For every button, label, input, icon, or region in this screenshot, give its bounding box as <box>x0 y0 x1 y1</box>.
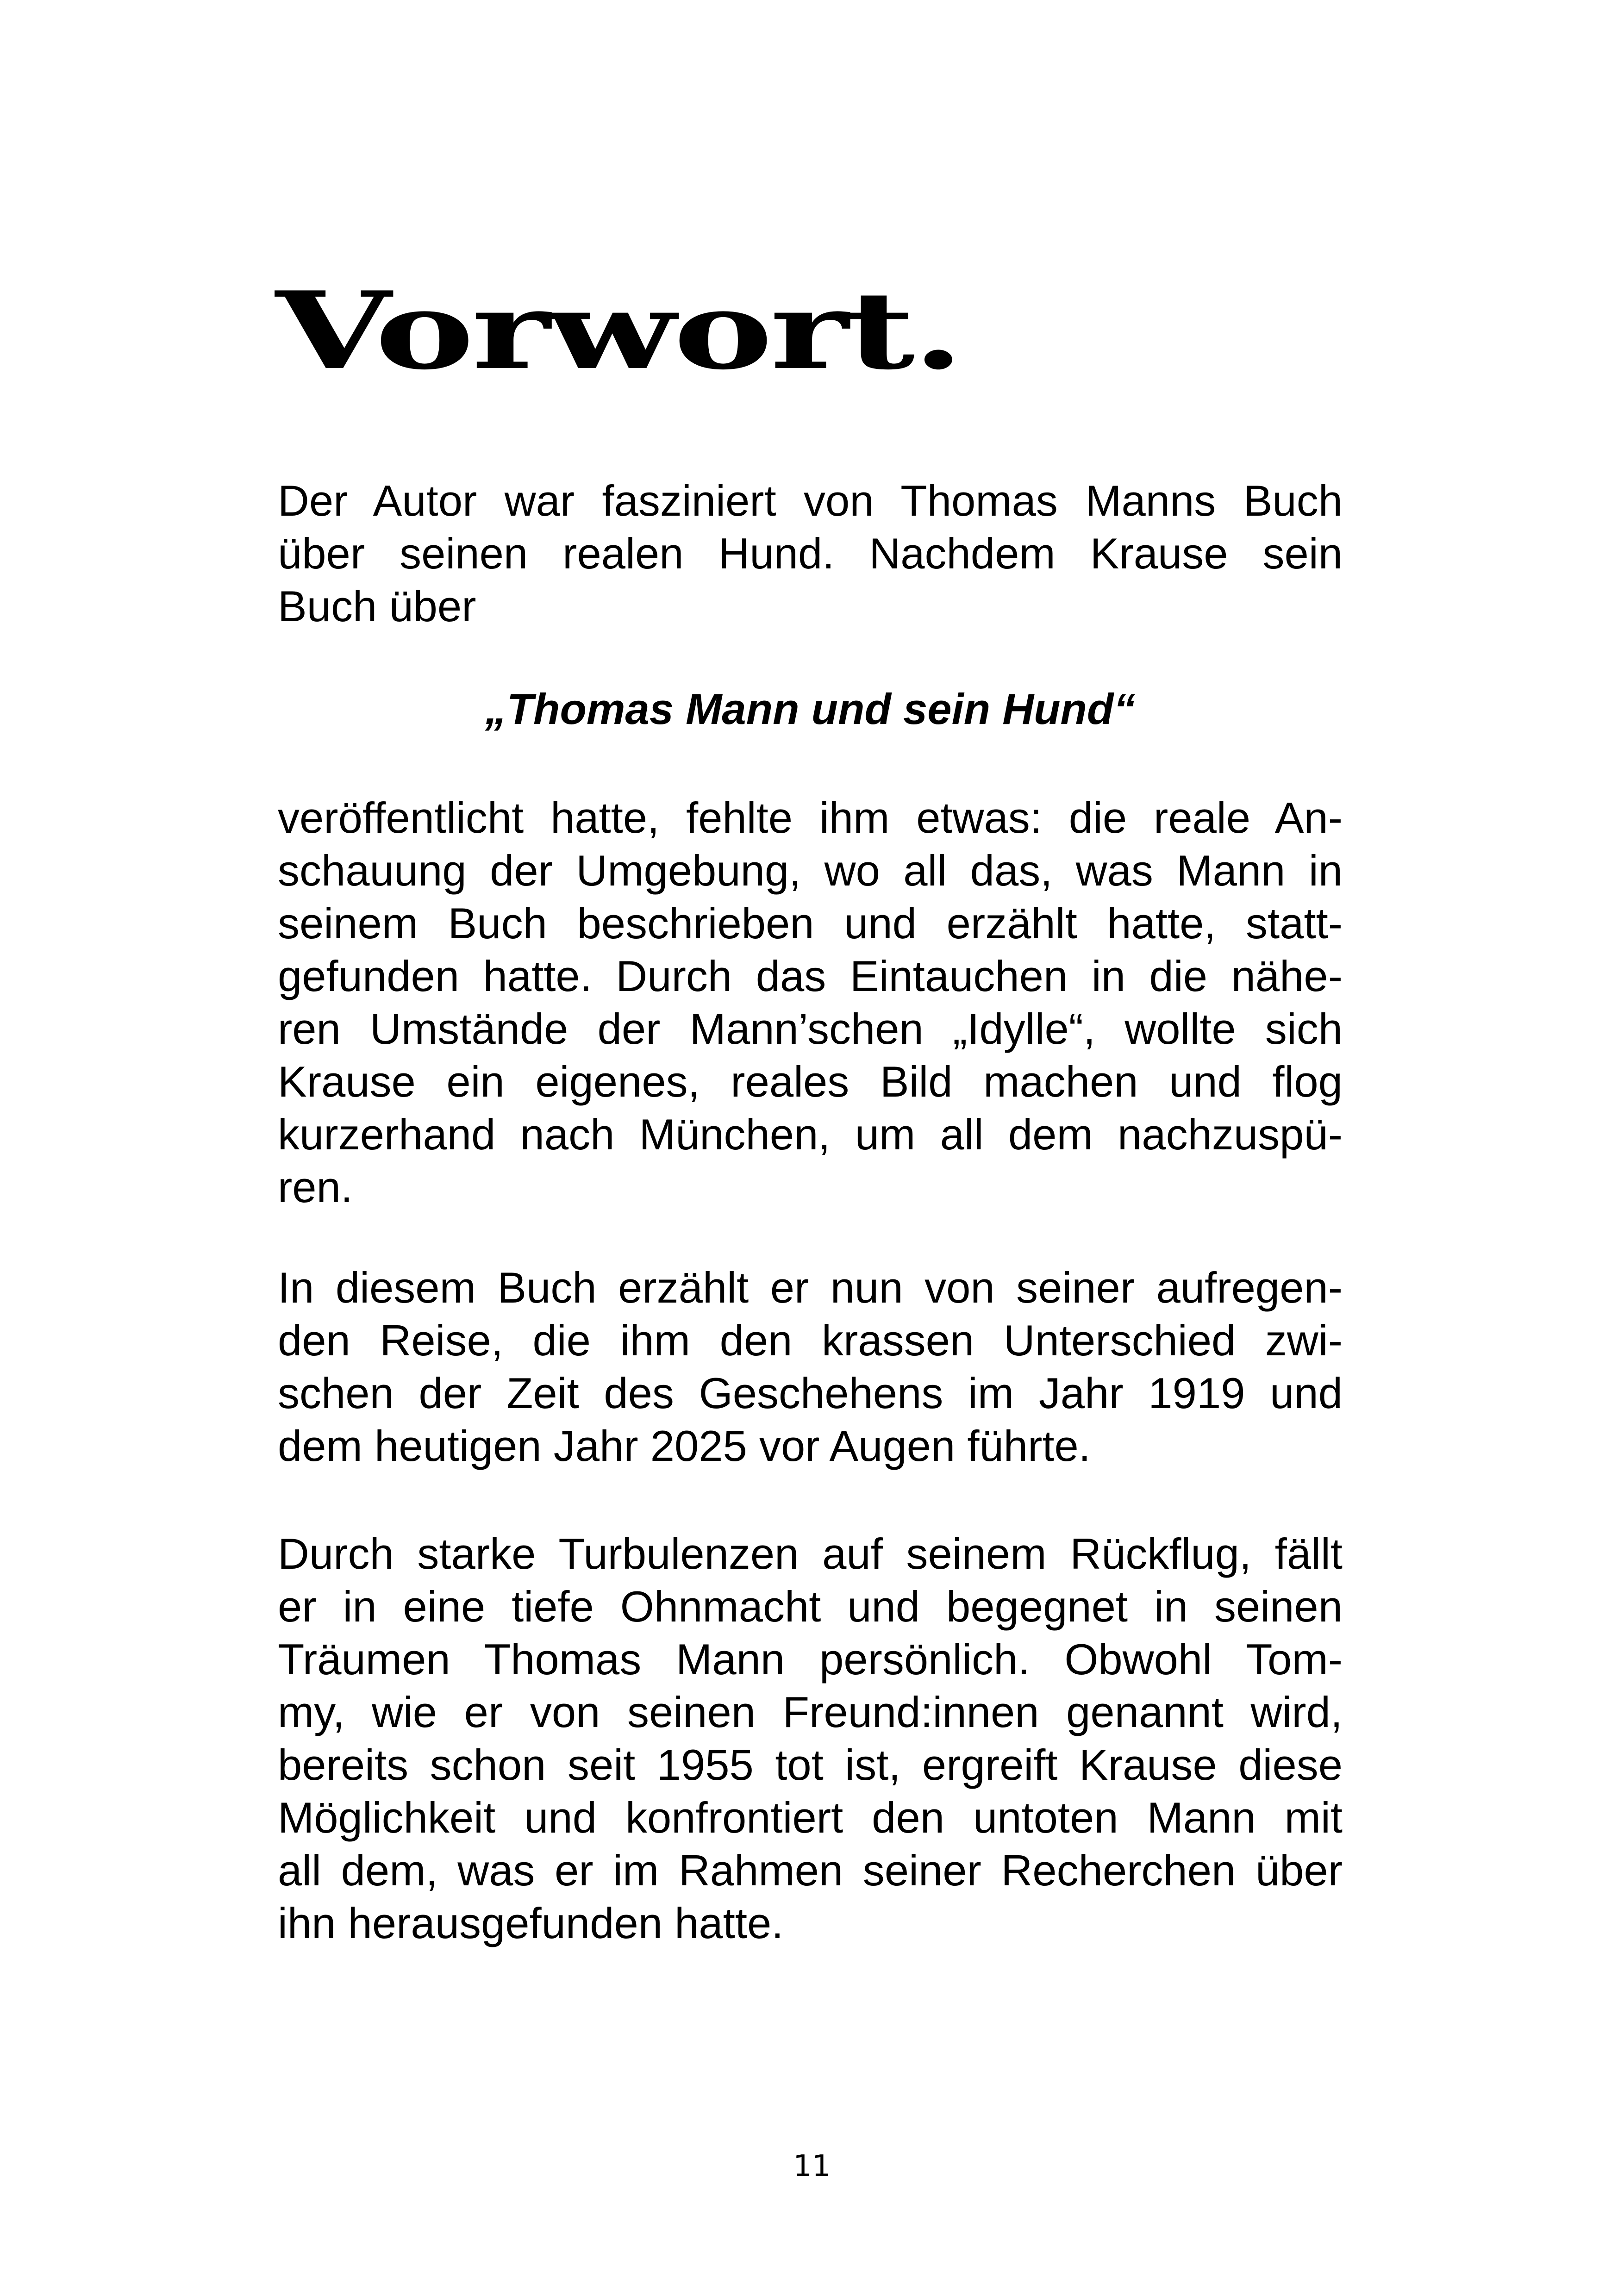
text-line: dem heutigen Jahr 2025 vor Augen führte. <box>278 1422 1091 1470</box>
text-line: Krause ein eigenes, reales Bild machen und flog <box>278 1057 1343 1106</box>
paragraph-intro <box>278 474 1343 633</box>
text-line: ren. <box>278 1163 353 1211</box>
text-line: Buch über <box>278 582 476 630</box>
text-line: bereits schon seit 1955 tot ist, ergreift Krause diese <box>278 1740 1343 1789</box>
text-line: ihn herausgefunden hatte. <box>278 1899 784 1947</box>
text-line: Möglichkeit und konfrontiert den untoten Mann mit <box>278 1793 1343 1842</box>
text-line: all dem, was er im Rahmen seiner Recherchen über <box>278 1846 1343 1895</box>
text-line: my, wie er von seinen Freund:innen genannt wird, <box>278 1688 1343 1736</box>
paragraph-journey <box>278 1261 1343 1472</box>
text-line: veröffentlicht hatte, fehlte ihm etwas: die reale An- <box>278 793 1343 842</box>
text-line: seinem Buch beschrieben und erzählt hatte, statt- <box>278 899 1343 948</box>
book-title-quote: „Thomas Mann und sein Hund“ <box>485 685 1136 733</box>
page-number: 11 <box>793 2149 831 2183</box>
text-line: In diesem Buch erzählt er nun von seiner aufregen- <box>278 1263 1343 1312</box>
page-title: Vorwort. <box>275 268 962 393</box>
text-line: er in eine tiefe Ohnmacht und begegnet in seinen <box>278 1582 1343 1631</box>
text-line: gefunden hatte. Durch das Eintauchen in die nähe- <box>278 952 1343 1000</box>
text-line: kurzerhand nach München, um all dem nachzuspü- <box>278 1110 1343 1159</box>
text-line: Durch starke Turbulenzen auf seinem Rückflug, fällt <box>278 1529 1343 1578</box>
text-line: ren Umstände der Mann’schen „Idylle“, wollte sich <box>278 1004 1343 1053</box>
text-line: Der Autor war fasziniert von Thomas Manns Buch <box>278 476 1343 525</box>
paragraph-dream <box>278 1528 1343 1950</box>
text-line: schauung der Umgebung, wo all das, was Mann in <box>278 846 1343 895</box>
text-line: den Reise, die ihm den krassen Unterschied zwi- <box>278 1316 1343 1365</box>
text-line: schen der Zeit des Geschehens im Jahr 1919 und <box>278 1369 1343 1417</box>
text-line: über seinen realen Hund. Nachdem Krause sein <box>278 529 1343 578</box>
paragraph-publication <box>278 792 1343 1214</box>
text-line: Träumen Thomas Mann persönlich. Obwohl Tom- <box>278 1635 1343 1684</box>
